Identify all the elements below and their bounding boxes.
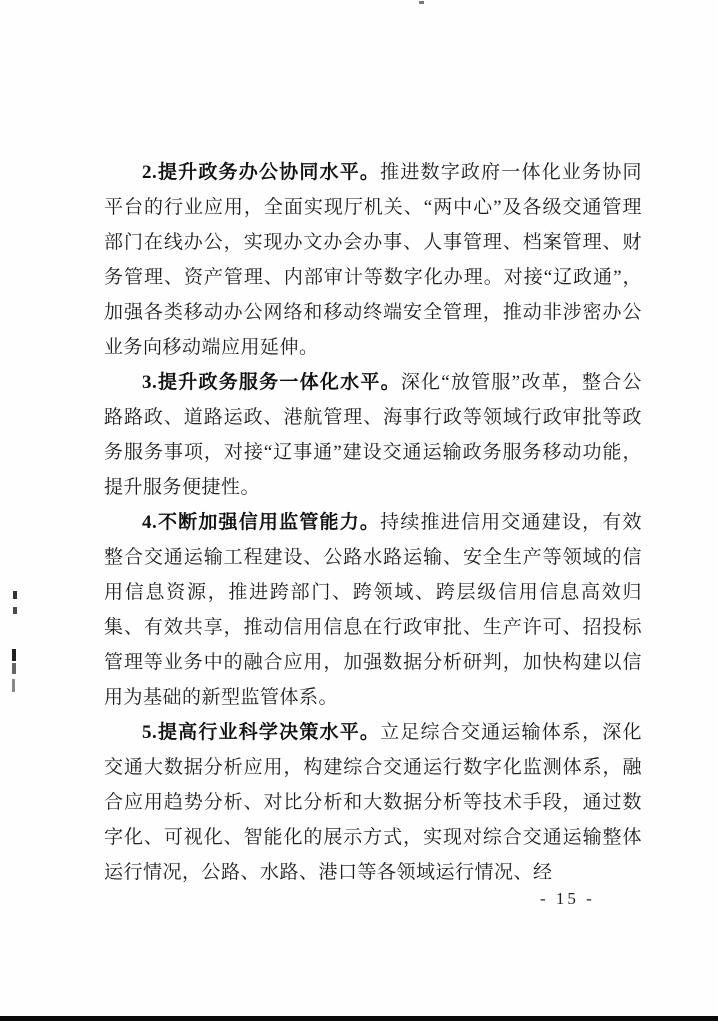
scan-edge-mark [12,649,16,661]
scan-edge-mark [13,591,17,599]
paragraph-5 [104,715,642,890]
paragraph-4 [104,505,642,715]
paragraph-4-body: 持续推进信用交通建设，有效整合交通运输工程建设、公路水路运输、安全生产等领域的信用信息资源，推进跨部门、跨领域、跨层级信用信息高效归集、有效共享，推动信用信息在行政审批、生产许可、招投标管理等业务中的融合应用，加强数据分析研判，加快构建以信用为基础的新型监管体系。 [104,512,642,708]
scan-bottom-edge-bar [0,1016,718,1021]
scan-edge-mark [12,679,15,692]
scan-edge-mark [12,663,16,674]
paragraph-5-body: 立足综合交通运输体系，深化交通大数据分析应用，构建综合交通运行数字化监测体系，融合应用趋势分析、对比分析和大数据分析等技术手段，通过数字化、可视化、智能化的展示方式，实现对综合交通运输整体运行情况，公路、水路、港口等各领域运行情况、经 [104,722,642,883]
page-number: - 15 - [540,889,595,908]
scan-speck-top [419,1,424,4]
paragraph-5-heading: 5.提高行业科学决策水平。 [142,722,381,743]
paragraph-3-body: 深化“放管服”改革，整合公路路政、道路运政、港航管理、海事行政等领域行政审批等政务服务事项，对接“辽事通”建设交通运输政务服务移动功能，提升服务便捷性。 [104,372,642,498]
paragraph-2-heading: 2.提升政务办公协同水平。 [142,162,381,183]
paragraph-3 [104,365,642,505]
paragraph-4-heading: 4.不断加强信用监管能力。 [142,512,381,533]
document-body [104,155,642,890]
paragraph-2 [104,155,642,365]
paragraph-2-body: 推进数字政府一体化业务协同平台的行业应用，全面实现厅机关、“两中心”及各级交通管理部门在线办公，实现办文办会办事、人事管理、档案管理、财务管理、资产管理、内部审计等数字化办理。对接“辽政通”，加强各类移动办公网络和移动终端安全管理，推动非涉密办公业务向移动端应用延伸。 [104,162,642,358]
scan-edge-mark [13,607,17,614]
paragraph-3-heading: 3.提升政务服务一体化水平。 [142,372,401,393]
